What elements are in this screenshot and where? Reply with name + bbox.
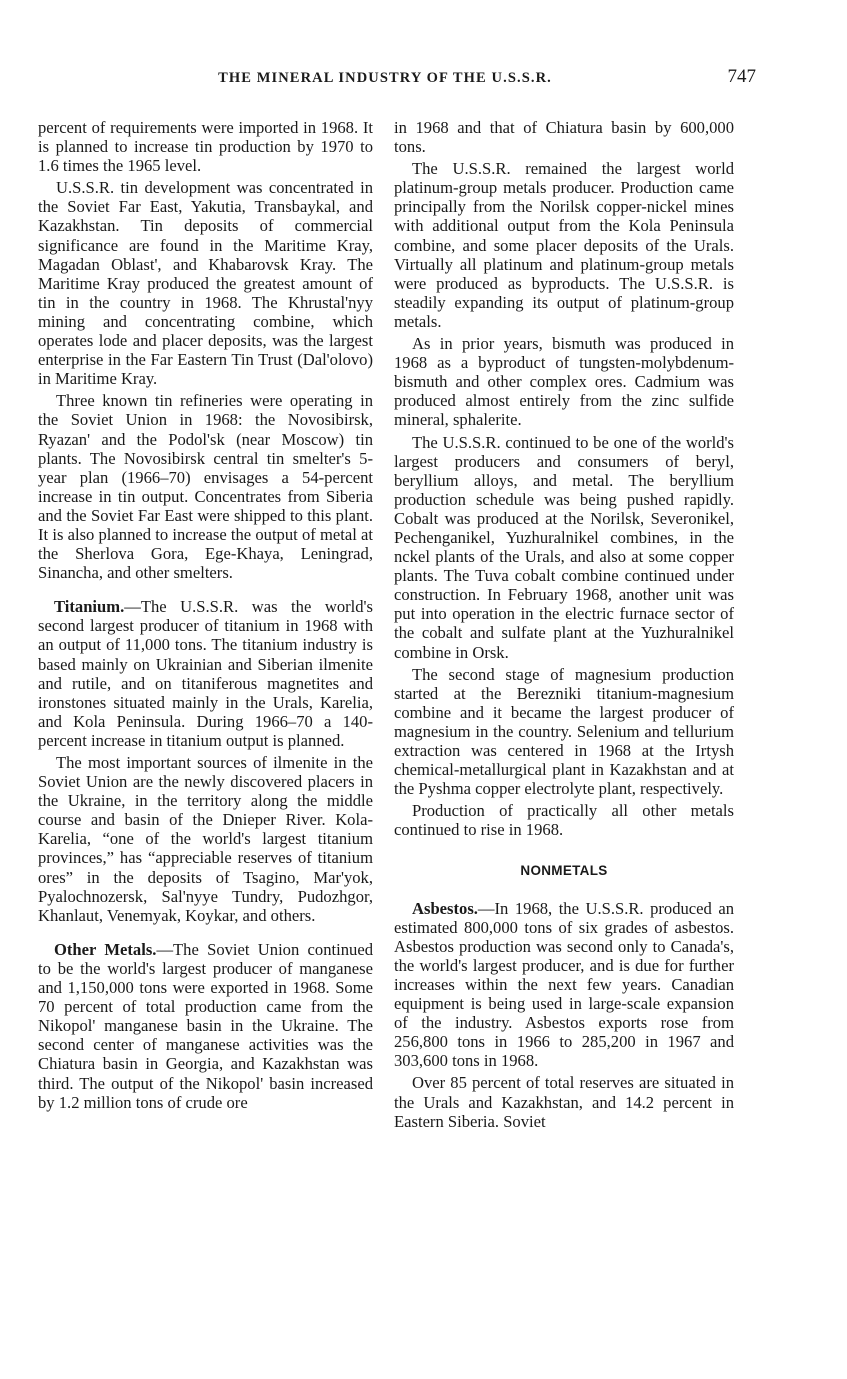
paragraph: Three known tin refineries were operating in the Soviet Union in 1968: the Novosibirsk, Ryazan' and the Podol'sk (near Moscow) tin plants. The Novosibirsk central tin smelter's 5-year plan (1966–70) envisages a 54-percent increase in tin output. Concentrates from Siberia and the Soviet Far East were shipped to this plant. It is also planned to increase the output of metal at the Sherlova Gora, Ege-Khaya, Leningrad, Sinancha, and other smelters. [38, 391, 373, 583]
paragraph: The U.S.S.R. remained the largest world platinum-group metals producer. Production came principally from the Norilsk copper-nickel mines with additional output from the Kola Peninsula combine, and some placer deposits of the Urals. Virtually all platinum and platinum-group metals were produced as byproducts. The U.S.S.R. is steadily expanding its output of platinum-group metals. [394, 159, 734, 331]
section-lead-titanium: Titanium. [54, 597, 125, 617]
section-lead-other-metals: Other Metals. [54, 939, 157, 959]
section-body: —The Soviet Union continued to be the world's largest producer of manganese and 1,150,000 tons were exported in 1968. Some 70 percent of total production came from the Nikopol' manganese basin in the Ukraine. The second center of manganese activities was the Chiatura basin in Georgia, and Kazakhstan was third. The output of the Nikopol' basin increased by 1.2 million tons of crude ore [38, 939, 373, 1112]
paragraph: The second stage of magnesium production started at the Berezniki titanium-magnesium combine and it became the largest producer of magnesium in the country. Selenium and tellurium extraction was centered in 1968 at the Irtysh chemical-metallurgical plant in Kazakhstan and at the Pyshma copper electrolyte plant, respectively. [394, 664, 734, 799]
right-column [394, 118, 734, 1131]
titanium-paragraph [38, 597, 373, 750]
paragraph: The most important sources of ilmenite in the Soviet Union are the newly discovered placers in the Ukraine, in the territory along the middle course and basin of the Dnieper River. Kola-Karelia, “one of the world's largest titanium provinces,” has “appreciable reserves of titanium ores” in the deposits of Tsagino, Mar'yok, Pyalochnozersk, Sal'nyye Tundry, Pudozhgor, Khanlaut, Venemyak, Koykar, and others. [38, 753, 373, 925]
paragraph: Over 85 percent of total reserves are situated in the Urals and Kazakhstan, and 14.2 percent in Eastern Siberia. Soviet [394, 1073, 734, 1131]
asbestos-paragraph [394, 899, 734, 1071]
other-metals-paragraph [38, 940, 373, 1112]
paragraph: Production of practically all other metals continued to rise in 1968. [394, 801, 734, 840]
paragraph: percent of requirements were imported in 1968. It is planned to increase tin production by 1970 to 1.6 times the 1965 level. [38, 118, 373, 176]
left-column [38, 118, 373, 1112]
paragraph: in 1968 and that of Chiatura basin by 600,000 tons. [394, 118, 734, 157]
running-title: THE MINERAL INDUSTRY OF THE U.S.S.R. [218, 70, 552, 86]
page-number: 747 [727, 66, 756, 87]
paragraph: U.S.S.R. tin development was concentrated in the Soviet Far East, Yakutia, Transbaykal, and Kazakhstan. Tin deposits of commercial significance are found in the Maritime Kray, Magadan Oblast', and Khabarovsk Kray. The Maritime Kray produced the greatest amount of tin in the country in 1968. The Khrustal'nyy mining and concentrating combine, which operates lode and placer deposits, was the largest enterprise in the Far Eastern Tin Trust (Dal'olovo) in Maritime Kray. [38, 178, 373, 389]
paragraph: The U.S.S.R. continued to be one of the world's largest producers and consumers of beryl, beryllium alloys, and metal. The beryllium production schedule was being pushed rapidly. Cobalt was produced at the Norilsk, Severonikel, Pechenganikel, Yuzhuralnikel combines, in the nckel plants of the Urals, and also at some copper plants. The Tuva cobalt combine continued under construction. In February 1968, another unit was put into operation in the electric furnace sector of the cobalt and sulfate plant at the Yuzhuralnikel combine in Orsk. [394, 432, 734, 662]
section-body: —In 1968, the U.S.S.R. produced an estimated 800,000 tons of six grades of asbestos. Asbestos production was second only to Canada's, the world's largest producer, and is due for further increases within the next few years. Canadian equipment is being used in large-scale expansion of the industry. Asbestos exports rose from 256,800 tons in 1966 to 285,200 in 1967 and 303,600 tons in 1968. [394, 898, 734, 1071]
section-body: —The U.S.S.R. was the world's second largest producer of titanium in 1968 with an output of 11,000 tons. The titanium industry is based mainly on Ukrainian and Siberian ilmenite and rutile, and on titaniferous magnetites and ironstones situated mainly in the Urals, Karelia, and Kola Peninsula. During 1966–70 a 140-percent increase in titanium output is planned. [38, 597, 373, 750]
paragraph: As in prior years, bismuth was produced in 1968 as a byproduct of tungsten-molybdenum-bismuth and other complex ores. Cadmium was produced almost entirely from the zinc sulfide mineral, sphalerite. [394, 334, 734, 430]
section-lead-asbestos: Asbestos. [412, 898, 478, 918]
section-heading-nonmetals: NONMETALS [520, 863, 608, 879]
